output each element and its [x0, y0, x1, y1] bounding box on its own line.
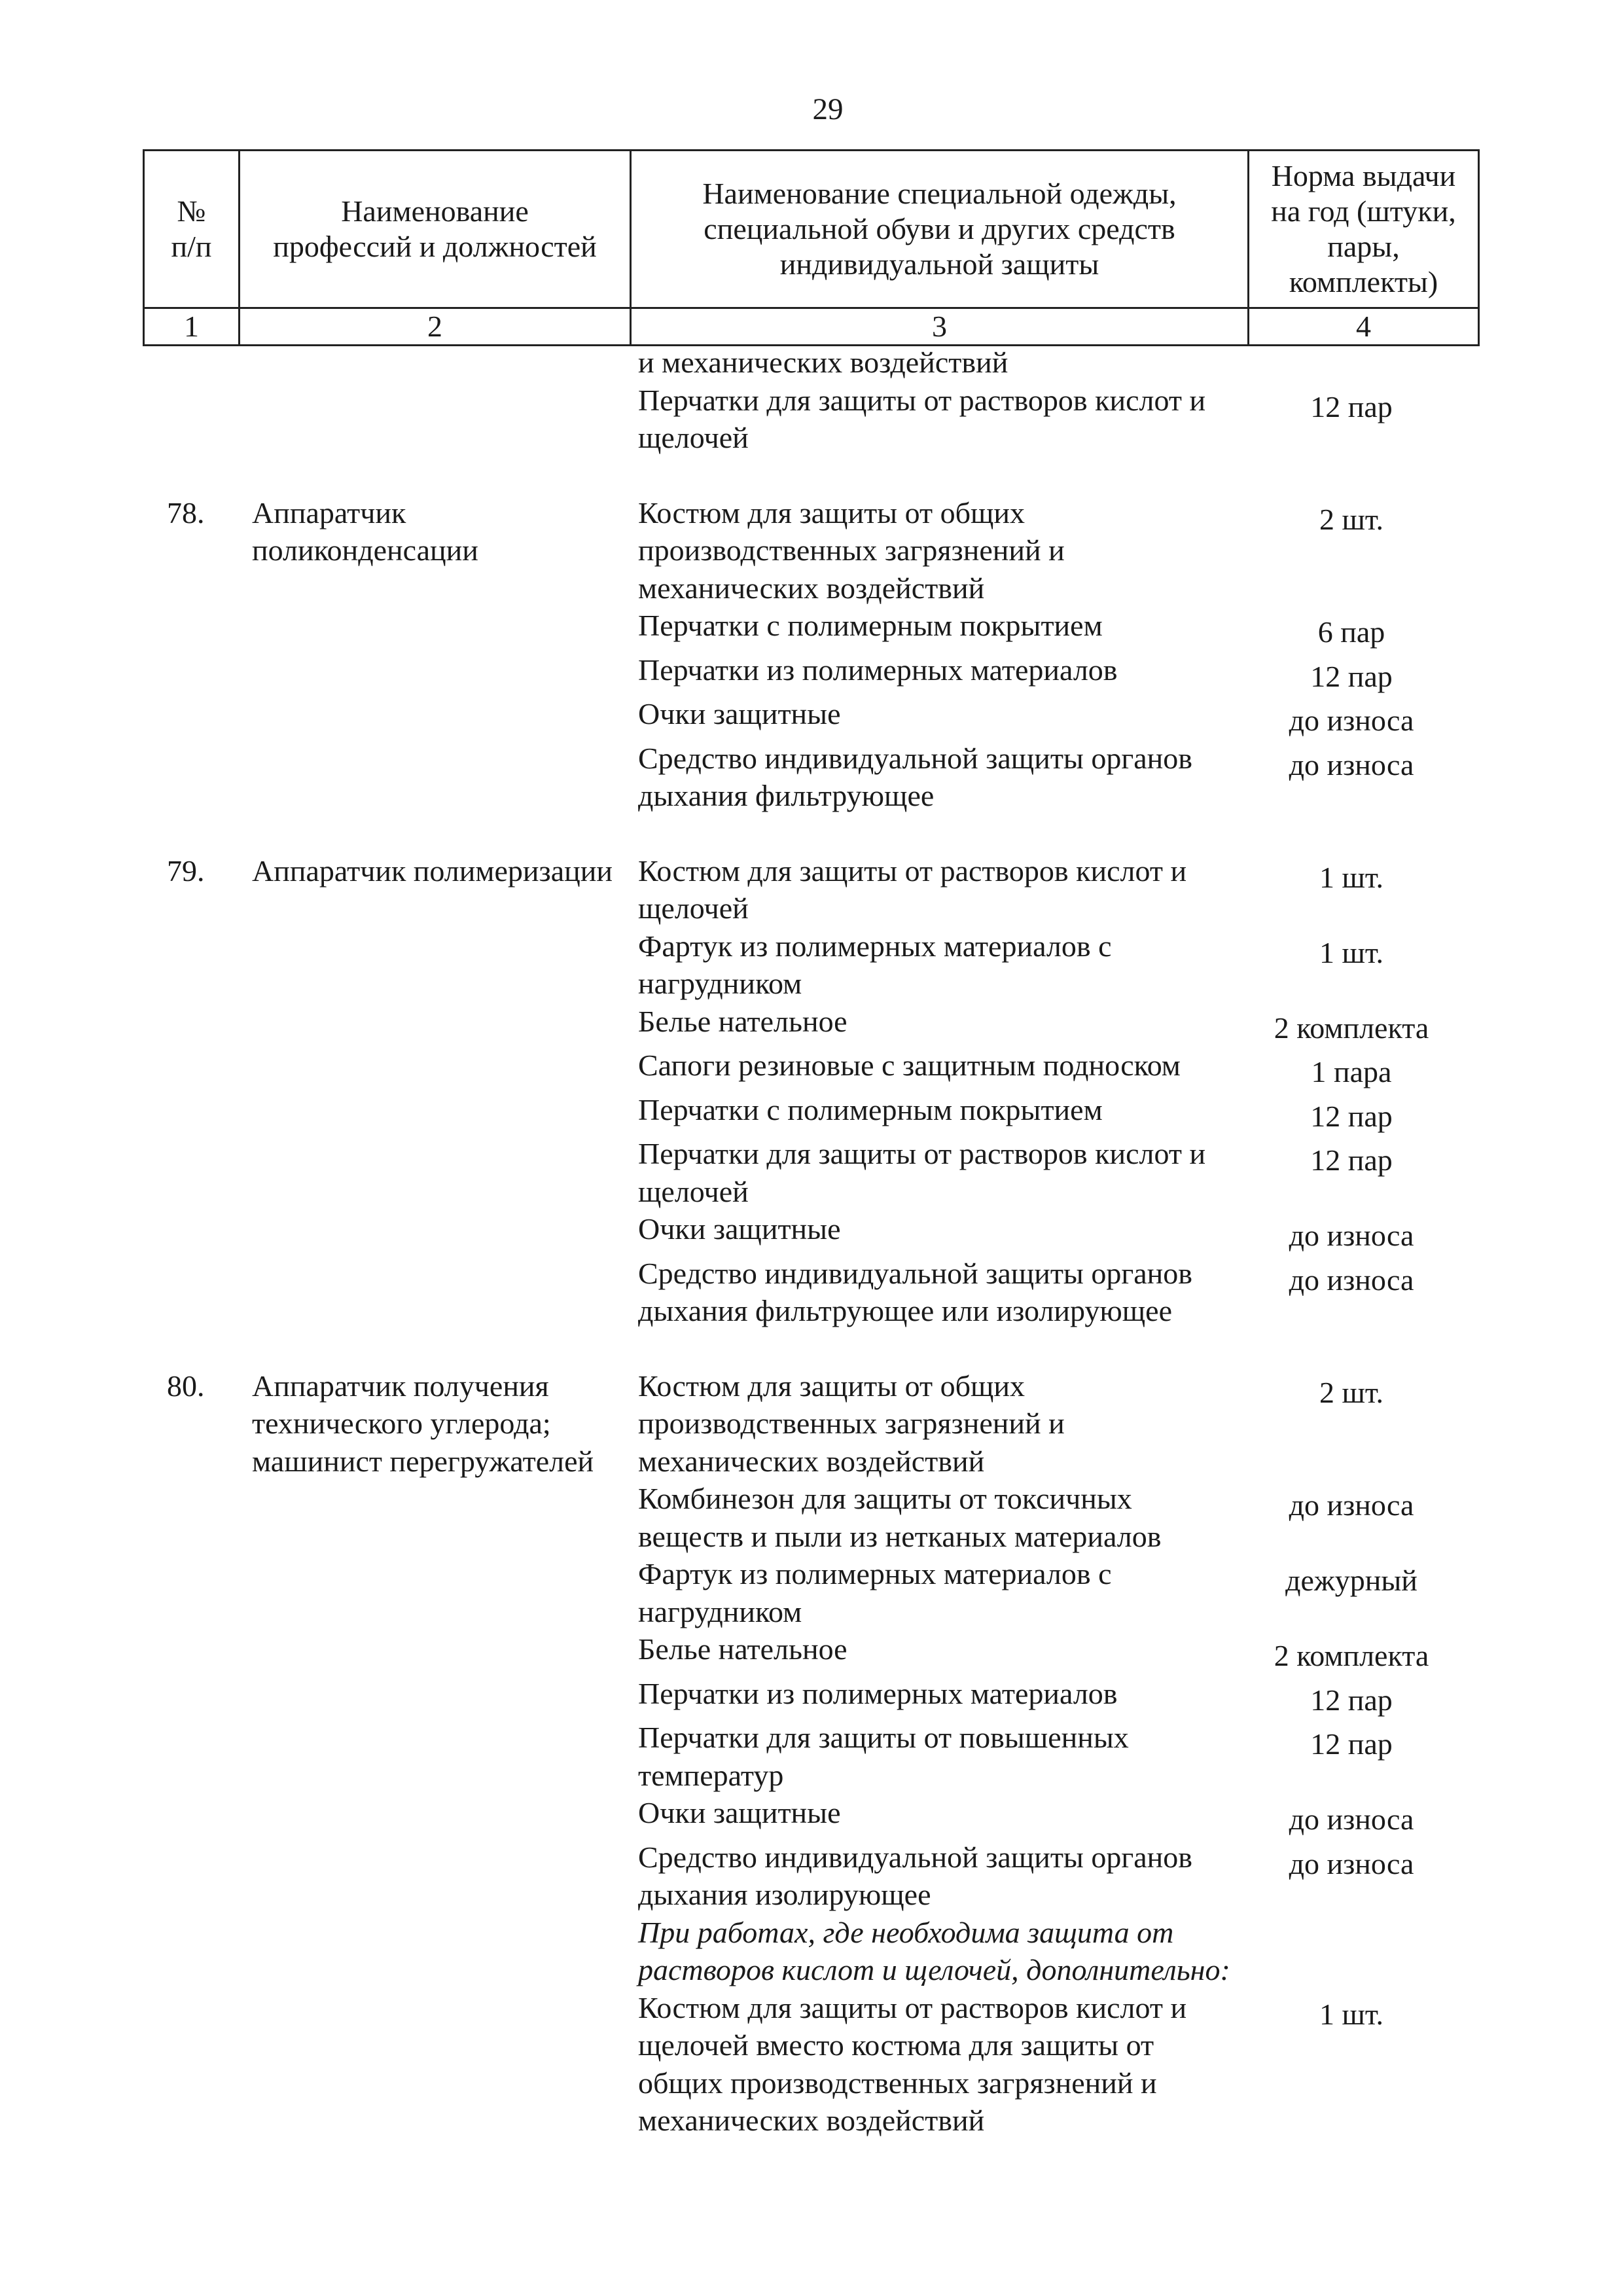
equipment-name: Костюм для защиты от растворов кислот и щелочей вместо костюма для защиты от общих производственных загрязнений и механических воздействий	[638, 1990, 1187, 2137]
issue-norm: 12 пар	[1310, 1143, 1393, 1177]
issue-norm: 12 пар	[1310, 1683, 1393, 1717]
issue-norm: 2 комплекта	[1274, 1011, 1429, 1045]
issue-norm	[1240, 1914, 1463, 1989]
table-row	[0, 1367, 1623, 2140]
header-col-profession-line: профессий и должностей	[273, 230, 597, 263]
issue-norm: дежурный	[1285, 1564, 1418, 1597]
header-col-profession-line: Наименование	[341, 194, 529, 228]
table-row	[0, 852, 1623, 1330]
table-body	[0, 344, 1623, 2140]
header-col-number-line: №	[177, 194, 206, 228]
equipment-name: Перчатки из полимерных материалов	[638, 1676, 1118, 1710]
equipment-name: Перчатки для защиты от повышенных температур	[638, 1721, 1129, 1792]
equipment-list	[638, 344, 1463, 457]
column-number-1: 1	[144, 308, 240, 346]
header-col-equipment-line: специальной обуви и других средств	[704, 212, 1175, 245]
equipment-name: Перчатки с полимерным покрытием	[638, 1092, 1103, 1126]
profession-name: Аппаратчик поликонденсации	[252, 495, 478, 567]
issue-norm: до износа	[1289, 1263, 1414, 1297]
column-number-3: 3	[631, 308, 1249, 346]
equipment-list	[638, 852, 1463, 1330]
equipment-name: Перчатки с полимерным покрытием	[638, 609, 1103, 642]
equipment-name: Перчатки для защиты от растворов кислот и щелочей	[638, 1137, 1206, 1208]
list-item	[638, 1091, 1463, 1136]
header-col-norm-line: на год (штуки,	[1271, 194, 1456, 228]
issue-norm: 1 шт.	[1319, 1997, 1384, 2031]
equipment-name: Очки защитные	[638, 1796, 841, 1829]
list-item	[638, 344, 1463, 382]
header-col-number-line: п/п	[171, 230, 212, 263]
equipment-name: Белье нательное	[638, 1632, 847, 1666]
header-col-norm	[1249, 151, 1479, 308]
issue-norm: 2 комплекта	[1274, 1639, 1429, 1672]
issue-norm: до износа	[1289, 1846, 1414, 1880]
equipment-name: и механических воздействий	[638, 346, 1008, 379]
list-item	[638, 1047, 1463, 1091]
equipment-name: Средство индивидуальной защиты органов дыхания фильтрующее	[638, 741, 1192, 812]
equipment-name: Костюм для защиты от общих производственных загрязнений и механических воздействий	[638, 1369, 1065, 1478]
header-col-profession	[240, 151, 631, 308]
column-number-4: 4	[1249, 308, 1479, 346]
equipment-name: Костюм для защиты от растворов кислот и щелочей	[638, 853, 1187, 925]
header-col-equipment	[631, 151, 1249, 308]
issue-norm: до износа	[1289, 1219, 1414, 1252]
list-item	[638, 1480, 1463, 1555]
issue-norm: 12 пар	[1310, 659, 1393, 693]
list-item	[638, 1135, 1463, 1210]
equipment-name: Очки защитные	[638, 1212, 841, 1246]
list-item	[638, 1914, 1463, 1989]
header-col-equipment-line: Наименование специальной одежды,	[702, 177, 1177, 210]
equipment-name: Комбинезон для защиты от токсичных веществ и пыли из нетканых материалов	[638, 1482, 1162, 1553]
equipment-name: Перчатки из полимерных материалов	[638, 653, 1118, 687]
equipment-name: Костюм для защиты от общих производственных загрязнений и механических воздействий	[638, 495, 1065, 605]
issue-norm: 6 пар	[1317, 615, 1385, 649]
equipment-name: Перчатки для защиты от растворов кислот и щелочей	[638, 383, 1206, 454]
issue-norm: 1 шт.	[1319, 935, 1384, 969]
issue-norm	[1240, 344, 1463, 382]
list-item	[638, 1989, 1463, 2140]
equipment-name: Сапоги резиновые с защитным подноском	[638, 1049, 1181, 1082]
issue-norm: до износа	[1289, 704, 1414, 737]
header-col-norm-line: пары,	[1327, 230, 1400, 263]
issue-norm: 2 шт.	[1319, 502, 1384, 536]
additional-note: При работах, где необходима защита от растворов кислот и щелочей, дополнительно:	[638, 1915, 1230, 1986]
profession-name: Аппаратчик полимеризации	[252, 853, 613, 888]
list-item	[638, 1210, 1463, 1255]
list-item	[638, 852, 1463, 927]
issue-norm: 12 пар	[1310, 1727, 1393, 1761]
list-item	[638, 1003, 1463, 1047]
profession-name: Аппаратчик получения технического углерода; машинист перегружателей	[252, 1369, 594, 1478]
issue-norm: 2 шт.	[1319, 1375, 1384, 1409]
page-number: 29	[812, 92, 844, 126]
issue-norm: 1 пара	[1311, 1055, 1392, 1088]
header-col-norm-line: комплекты)	[1289, 265, 1438, 298]
equipment-list	[638, 494, 1463, 815]
table-row	[0, 344, 1623, 457]
equipment-name: Белье нательное	[638, 1004, 847, 1038]
row-number: 79.	[167, 853, 205, 888]
equipment-list	[638, 1367, 1463, 2140]
list-item	[638, 494, 1463, 607]
header-col-equipment-line: индивидуальной защиты	[779, 247, 1099, 281]
list-item	[638, 1794, 1463, 1839]
table-row	[0, 494, 1623, 815]
list-item	[638, 1630, 1463, 1675]
header-col-number	[144, 151, 240, 308]
list-item	[638, 1255, 1463, 1330]
issue-norm: до износа	[1289, 747, 1414, 781]
list-item	[638, 695, 1463, 740]
equipment-name: Средство индивидуальной защиты органов дыхания фильтрующее или изолирующее	[638, 1256, 1192, 1327]
column-number-2: 2	[240, 308, 631, 346]
equipment-name: Очки защитные	[638, 697, 841, 730]
list-item	[638, 1367, 1463, 1480]
issue-norm: 12 пар	[1310, 389, 1393, 423]
issue-norm: до износа	[1289, 1803, 1414, 1836]
issue-norm: до износа	[1289, 1488, 1414, 1522]
issue-norm: 1 шт.	[1319, 860, 1384, 894]
list-item	[638, 927, 1463, 1003]
list-item	[638, 651, 1463, 696]
list-item	[638, 1839, 1463, 1914]
equipment-name: Средство индивидуальной защиты органов дыхания изолирующее	[638, 1840, 1192, 1911]
list-item	[638, 1555, 1463, 1630]
list-item	[638, 1675, 1463, 1719]
row-number: 78.	[167, 495, 205, 529]
table-header	[143, 149, 1480, 346]
issue-norm: 12 пар	[1310, 1099, 1393, 1133]
header-col-norm-line: Норма выдачи	[1271, 159, 1456, 192]
list-item	[638, 1719, 1463, 1794]
row-number: 80.	[167, 1369, 205, 1403]
equipment-name: Фартук из полимерных материалов с нагрудником	[638, 929, 1112, 1000]
equipment-name: Фартук из полимерных материалов с нагрудником	[638, 1557, 1112, 1628]
list-item	[638, 607, 1463, 651]
list-item	[638, 740, 1463, 815]
list-item	[638, 382, 1463, 457]
